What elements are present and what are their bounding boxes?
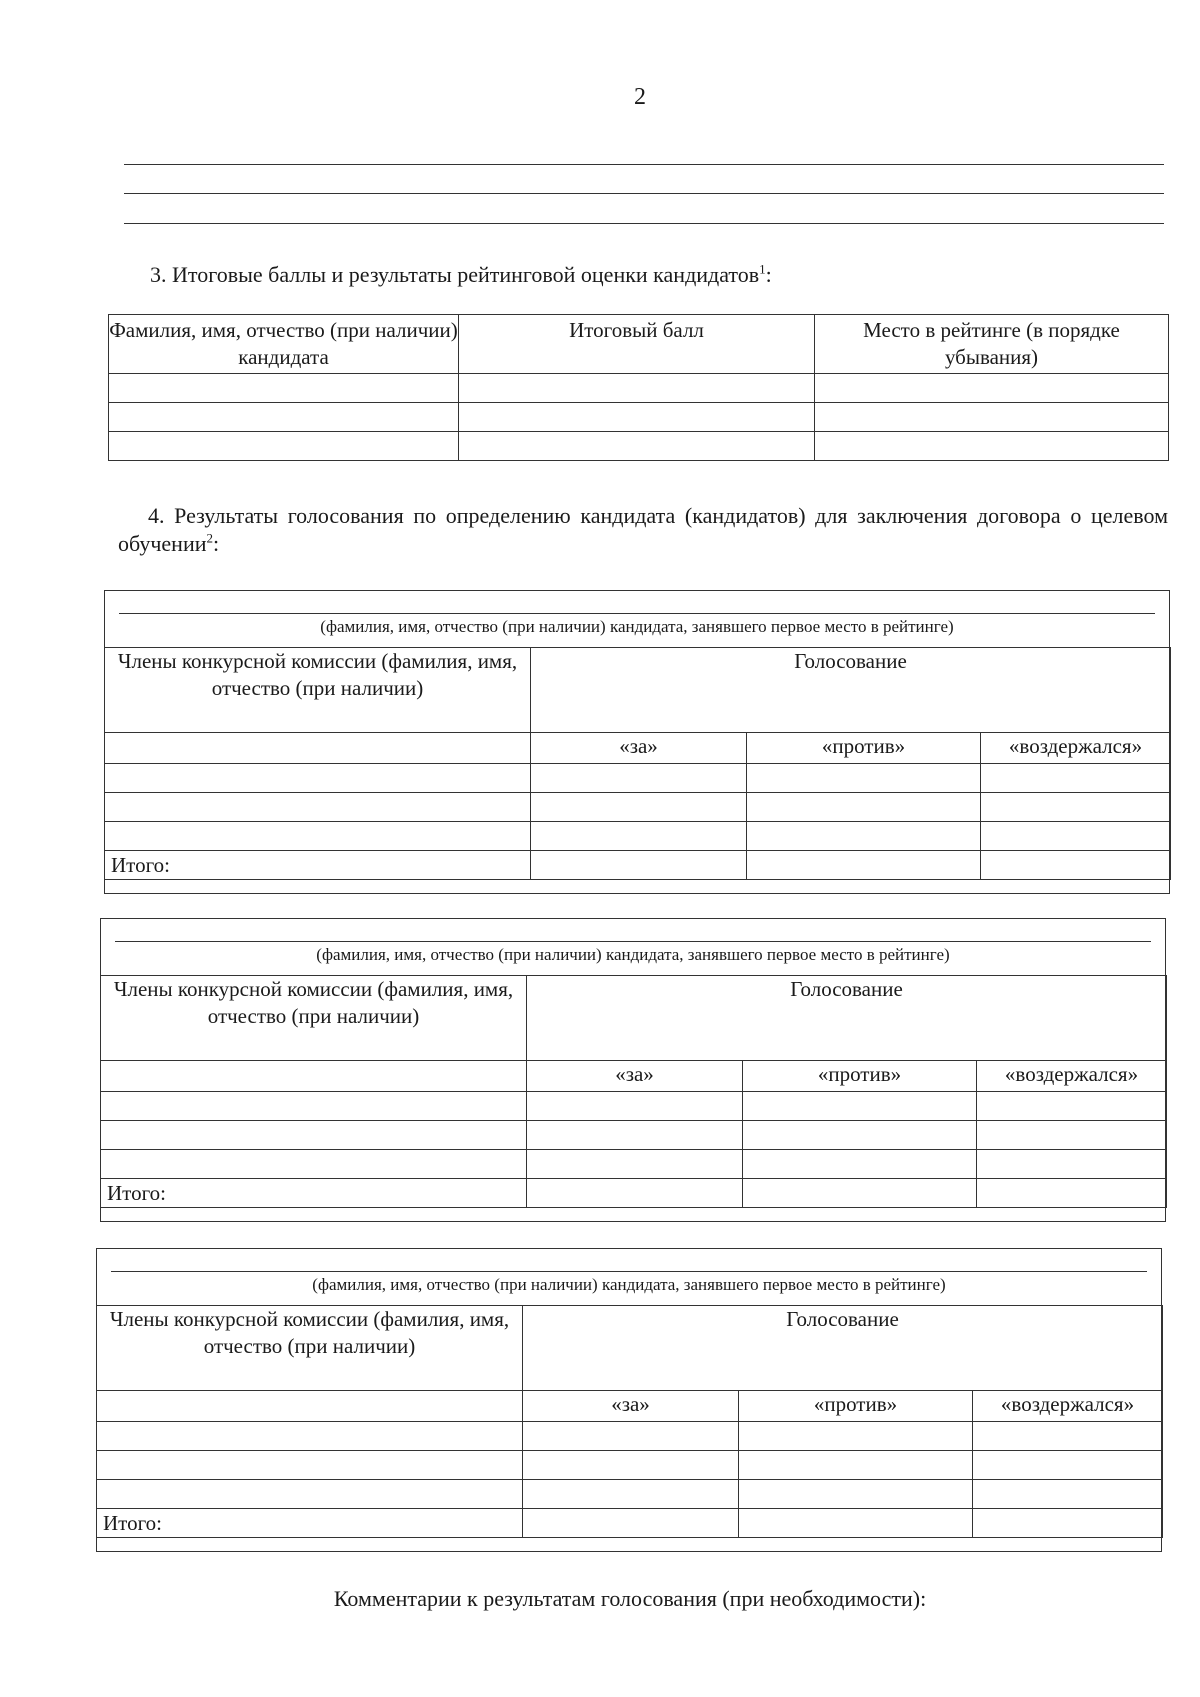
vote-against-header: «против» — [743, 1061, 977, 1092]
ratings-table — [108, 314, 1169, 461]
table-row — [109, 374, 1169, 403]
candidate-caption: (фамилия, имя, отчество (при наличии) кандидата, занявшего первое место в рейтинге) — [320, 617, 954, 636]
section4-heading: 4. Результаты голосования по определению кандидата (кандидатов) для заключения договора о целевом обучении$^2$: — [118, 503, 1168, 556]
candidate-name-line — [119, 613, 1155, 614]
candidate-name-line — [111, 1271, 1147, 1272]
table-row — [105, 822, 1171, 851]
table-row — [101, 1121, 1167, 1150]
ratings-header-place: Место в рейтинге (в порядке убывания) — [815, 315, 1169, 374]
blank-line — [124, 164, 1164, 165]
voting-header: Голосование — [527, 976, 1167, 1061]
blank-line — [124, 223, 1164, 224]
candidate-caption: (фамилия, имя, отчество (при наличии) кандидата, занявшего первое место в рейтинге) — [316, 945, 950, 964]
table-row — [105, 793, 1171, 822]
candidate-caption: (фамилия, имя, отчество (при наличии) кандидата, занявшего первое место в рейтинге) — [312, 1275, 946, 1294]
vote-for-header: «за» — [523, 1391, 739, 1422]
vote-table — [100, 975, 1167, 1208]
vote-for-header: «за» — [527, 1061, 743, 1092]
vote-block-1 — [104, 590, 1170, 894]
voting-header: Голосование — [531, 648, 1171, 733]
vote-table — [96, 1305, 1163, 1538]
members-header: Члены конкурсной комиссии (фамилия, имя, отчество (при наличии) — [97, 1306, 523, 1391]
ratings-header-name: Фамилия, имя, отчество (при наличии) кандидата — [109, 315, 459, 374]
table-row — [105, 764, 1171, 793]
voting-header: Голосование — [523, 1306, 1163, 1391]
members-header: Члены конкурсной комиссии (фамилия, имя, отчество (при наличии) — [101, 976, 527, 1061]
table-row — [101, 1092, 1167, 1121]
ratings-header-score: Итоговый балл — [459, 315, 815, 374]
comments-label: Комментарии к результатам голосования (при необходимости): — [333, 1586, 927, 1611]
vote-table — [104, 647, 1171, 880]
table-row — [109, 403, 1169, 432]
table-row — [97, 1451, 1163, 1480]
section3-heading: 3. Итоговые баллы и результаты рейтинговой оценки кандидатов$^1$: — [150, 261, 772, 287]
table-row — [97, 1422, 1163, 1451]
blank-line — [124, 193, 1164, 194]
total-label: Итого: — [101, 1179, 527, 1208]
table-row — [97, 1480, 1163, 1509]
candidate-name-line — [115, 941, 1151, 942]
total-label: Итого: — [97, 1509, 523, 1538]
vote-abstained-header: «воздержался» — [973, 1391, 1163, 1422]
table-row — [101, 1150, 1167, 1179]
vote-for-header: «за» — [531, 733, 747, 764]
vote-against-header: «против» — [747, 733, 981, 764]
members-header: Члены конкурсной комиссии (фамилия, имя, отчество (при наличии) — [105, 648, 531, 733]
vote-block-2 — [100, 918, 1166, 1222]
table-row — [109, 432, 1169, 461]
vote-abstained-header: «воздержался» — [981, 733, 1171, 764]
vote-against-header: «против» — [739, 1391, 973, 1422]
vote-block-3 — [96, 1248, 1162, 1552]
total-label: Итого: — [105, 851, 531, 880]
page-number: 2 — [634, 84, 646, 110]
vote-abstained-header: «воздержался» — [977, 1061, 1167, 1092]
